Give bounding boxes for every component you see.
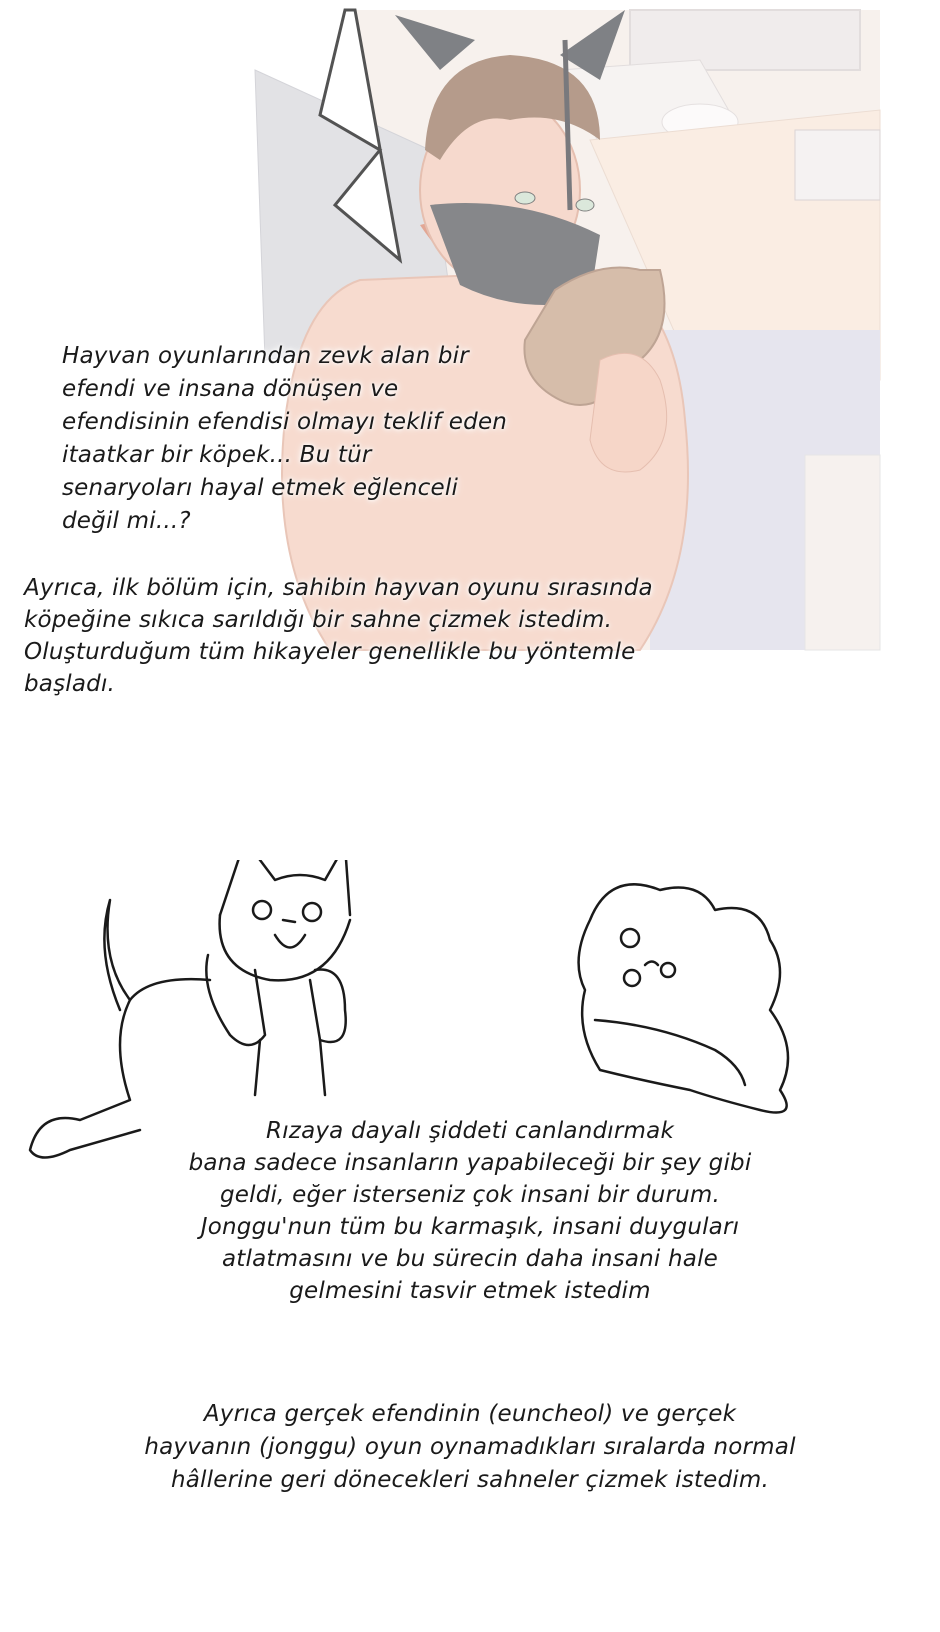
first-chapter-caption: Ayrıca, ilk bölüm için, sahibin hayvan oyunu sırasında köpeğine sıkıca sarıldığı bir sahne çizmek istedim. Oluşturduğum tüm hikayeler genellikle bu yöntemle başladı. [24, 575, 653, 697]
natural-state-caption: Ayrıca gerçek efendinin (euncheol) ve gerçek hayvanın (jonggu) oyun oynamadıkları sıralarda normal hâllerine geri dönecekleri sahneler çizmek istedim. [144, 1401, 796, 1493]
consent-caption: Rızaya dayalı şiddeti canlandırmak bana sadece insanların yapabileceği bir şey gibi geldi, eğer isterseniz çok insani bir durum. Jonggu'nun tüm bu karmaşık, insani duyguları atlatmasını ve bu sürecin daha insani hale gelmesini tasvir etmek istedim [188, 1118, 752, 1304]
blob-doodle [579, 884, 788, 1112]
intro-caption: Hayvan oyunlarından zevk alan bir efendi ve insana dönüşen ve efendisinin efendisi olmayı teklif eden itaatkar bir köpek... Bu tür senaryoları hayal etmek eğlenceli değil mi...? [62, 343, 508, 534]
dog-doodle [30, 860, 350, 1158]
